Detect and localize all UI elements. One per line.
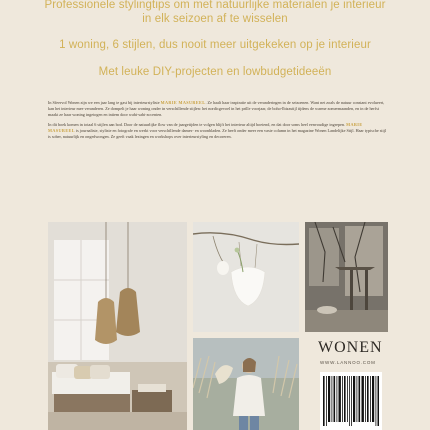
styles-text: In dit boek komen in totaal 6 stijlen aan bod. Door de natuurlijke flow van de jaargetijden te volgen blijft het interieur altijd boeiend, en dat door soms heel eenvoudige ingrepen. (48, 122, 346, 127)
living-room-photo (48, 222, 187, 430)
publisher-url: WWW.LANNOO.COM (320, 360, 376, 365)
author-paragraph (48, 122, 388, 141)
author-bio-text: is journaliste, styliste en fotografe en werkt voor verschillende dames- en woonbladen. Ze heeft onder meer een vaste column in het magazine Wonen Landelijke Stijl. Haar typische stijl is sober, natuurlijk en ongedwongen. Ze geeft vaak lezingen en workshops over interieurstyling en decoreren. (48, 128, 387, 140)
tagline-4: Met leuke DIY-projecten en lowbudgetideeën (98, 66, 332, 78)
intro-text-start: In Sfeervol Wonen zijn we een jaar lang te gast bij interieurstyliste (48, 100, 161, 105)
intro-text-end: . Ze haalt haar inspiratie uit de veranderingen in de seizoenen. Want net zoals de natuur constant evolueert, kan het interieur mee veranderen. Ze dompelt je haar woning onder in verschillende stijlen: het nordicgevoel in het prille voorjaar, de boho-Ibizastijl tijdens de warme zomermaanden, en in de herfst maakt ze haar woning ingetogen en intiem door wabi-sabi-accenten. (48, 100, 385, 118)
tagline-1: Professionele stylingtips om met natuurlijke materialen je interieur (44, 0, 386, 11)
barcode (320, 372, 382, 430)
author-name-highlight-2: MARIE MASUREEL (48, 122, 363, 134)
intro-paragraph (48, 100, 388, 119)
branch-interior-photo (305, 222, 388, 332)
tagline-3: 1 woning, 6 stijlen, dus nooit meer uitgekeken op je interieur (59, 39, 371, 51)
tagline-2: in elk seizoen af te wisselen (142, 13, 288, 25)
wonen-logo: WONEN (318, 339, 383, 356)
author-portrait-photo (193, 338, 299, 430)
author-name-highlight: MARIE MASUREEL (160, 100, 206, 105)
hanging-vase-photo (193, 222, 299, 332)
barcode-icon (323, 376, 379, 426)
